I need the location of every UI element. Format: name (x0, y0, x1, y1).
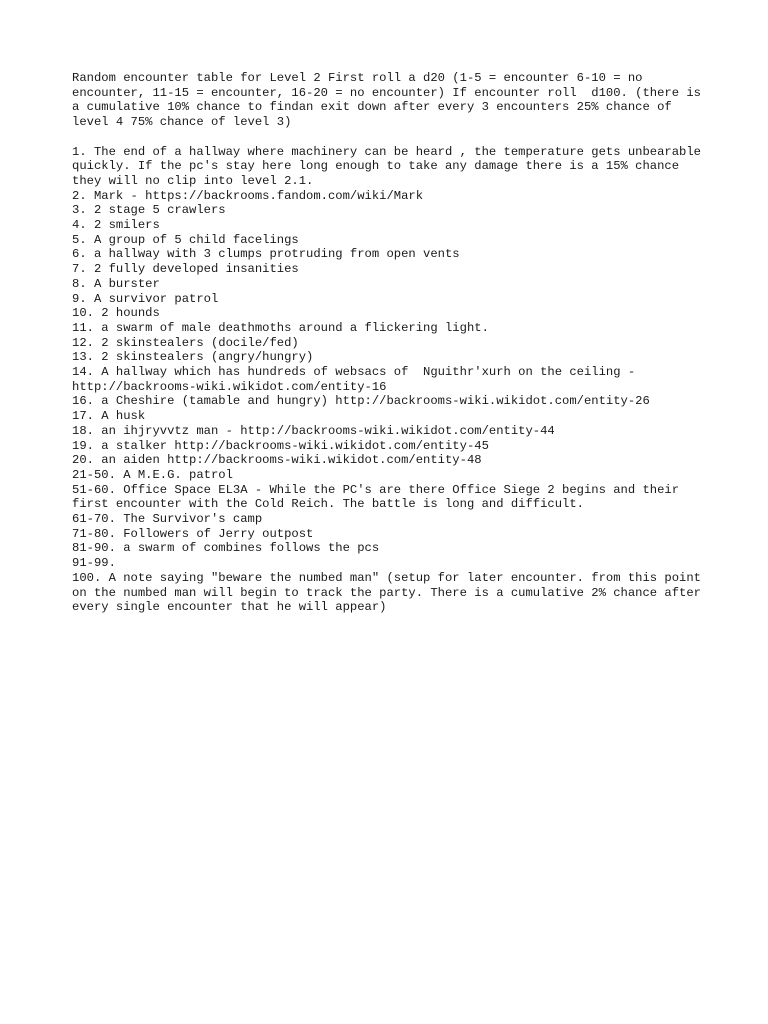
encounter-entry-4: 4. 2 smilers (72, 218, 160, 233)
encounter-entry-5: 5. A group of 5 child facelings (72, 232, 299, 247)
encounter-entry-20: 20. an aiden http://backrooms-wiki.wikidot.com/entity-48 (72, 453, 482, 468)
encounter-entry-16: 16. a Cheshire (tamable and hungry) http://backrooms-wiki.wikidot.com/entity-26 (72, 394, 650, 409)
encounter-entry-11: 11. a swarm of male deathmoths around a flickering light. (72, 320, 489, 335)
encounter-entry-18: 18. an ihjryvvtz man - http://backrooms-wiki.wikidot.com/entity-44 (72, 423, 555, 438)
encounter-entry-51-60: 51-60. Office Space EL3A - While the PC's are there Office Siege 2 begins and their first encounter with the Cold Reich. The battle is long and difficult. (72, 482, 687, 512)
encounter-entry-2: 2. Mark - https://backrooms.fandom.com/wiki/Mark (72, 188, 424, 203)
encounter-entry-91-99: 91-99. (72, 556, 116, 571)
encounter-entry-9: 9. A survivor patrol (72, 291, 219, 306)
encounter-entry-10: 10. 2 hounds (72, 306, 160, 321)
encounter-entry-1: 1. The end of a hallway where machinery can be heard , the temperature gets unbearable quickly. If the pc's stay here long enough to take any damage there is a 15% chance they will no clip into level 2.1. (72, 144, 709, 188)
encounter-list (72, 145, 708, 616)
intro-paragraph: Random encounter table for Level 2 First roll a d20 (1-5 = encounter 6-10 = no encounter, 11-15 = encounter, 16-20 = no encounter) If encounter roll d100. (there is a cumulative 10% chance to findan exit down after every 3 encounters 25% chance of level 4 75% chance of level 3) (72, 71, 709, 130)
encounter-entry-13: 13. 2 skinstealers (angry/hungry) (72, 350, 314, 365)
document-page (72, 71, 708, 615)
encounter-entry-19: 19. a stalker http://backrooms-wiki.wikidot.com/entity-45 (72, 438, 489, 453)
encounter-entry-3: 3. 2 stage 5 crawlers (72, 203, 226, 218)
encounter-entry-14: 14. A hallway which has hundreds of websacs of Nguithr'xurh on the ceiling - http://backrooms-wiki.wikidot.com/entity-16 (72, 365, 643, 394)
encounter-entry-21-50: 21-50. A M.E.G. patrol (72, 467, 233, 482)
encounter-entry-8: 8. A burster (72, 276, 160, 291)
encounter-entry-12: 12. 2 skinstealers (docile/fed) (72, 335, 299, 350)
encounter-entry-61-70: 61-70. The Survivor's camp (72, 512, 263, 527)
encounter-entry-100: 100. A note saying "beware the numbed man" (setup for later encounter. from this point on the numbed man will begin to track the party. There is a cumulative 2% chance after every single encounter that he will appear) (72, 570, 709, 615)
encounter-entry-7: 7. 2 fully developed insanities (72, 262, 299, 277)
encounter-entry-17: 17. A husk (72, 409, 146, 424)
encounter-entry-71-80: 71-80. Followers of Jerry outpost (72, 526, 314, 541)
encounter-entry-81-90: 81-90. a swarm of combines follows the pcs (72, 541, 380, 556)
encounter-entry-6: 6. a hallway with 3 clumps protruding from open vents (72, 247, 460, 262)
